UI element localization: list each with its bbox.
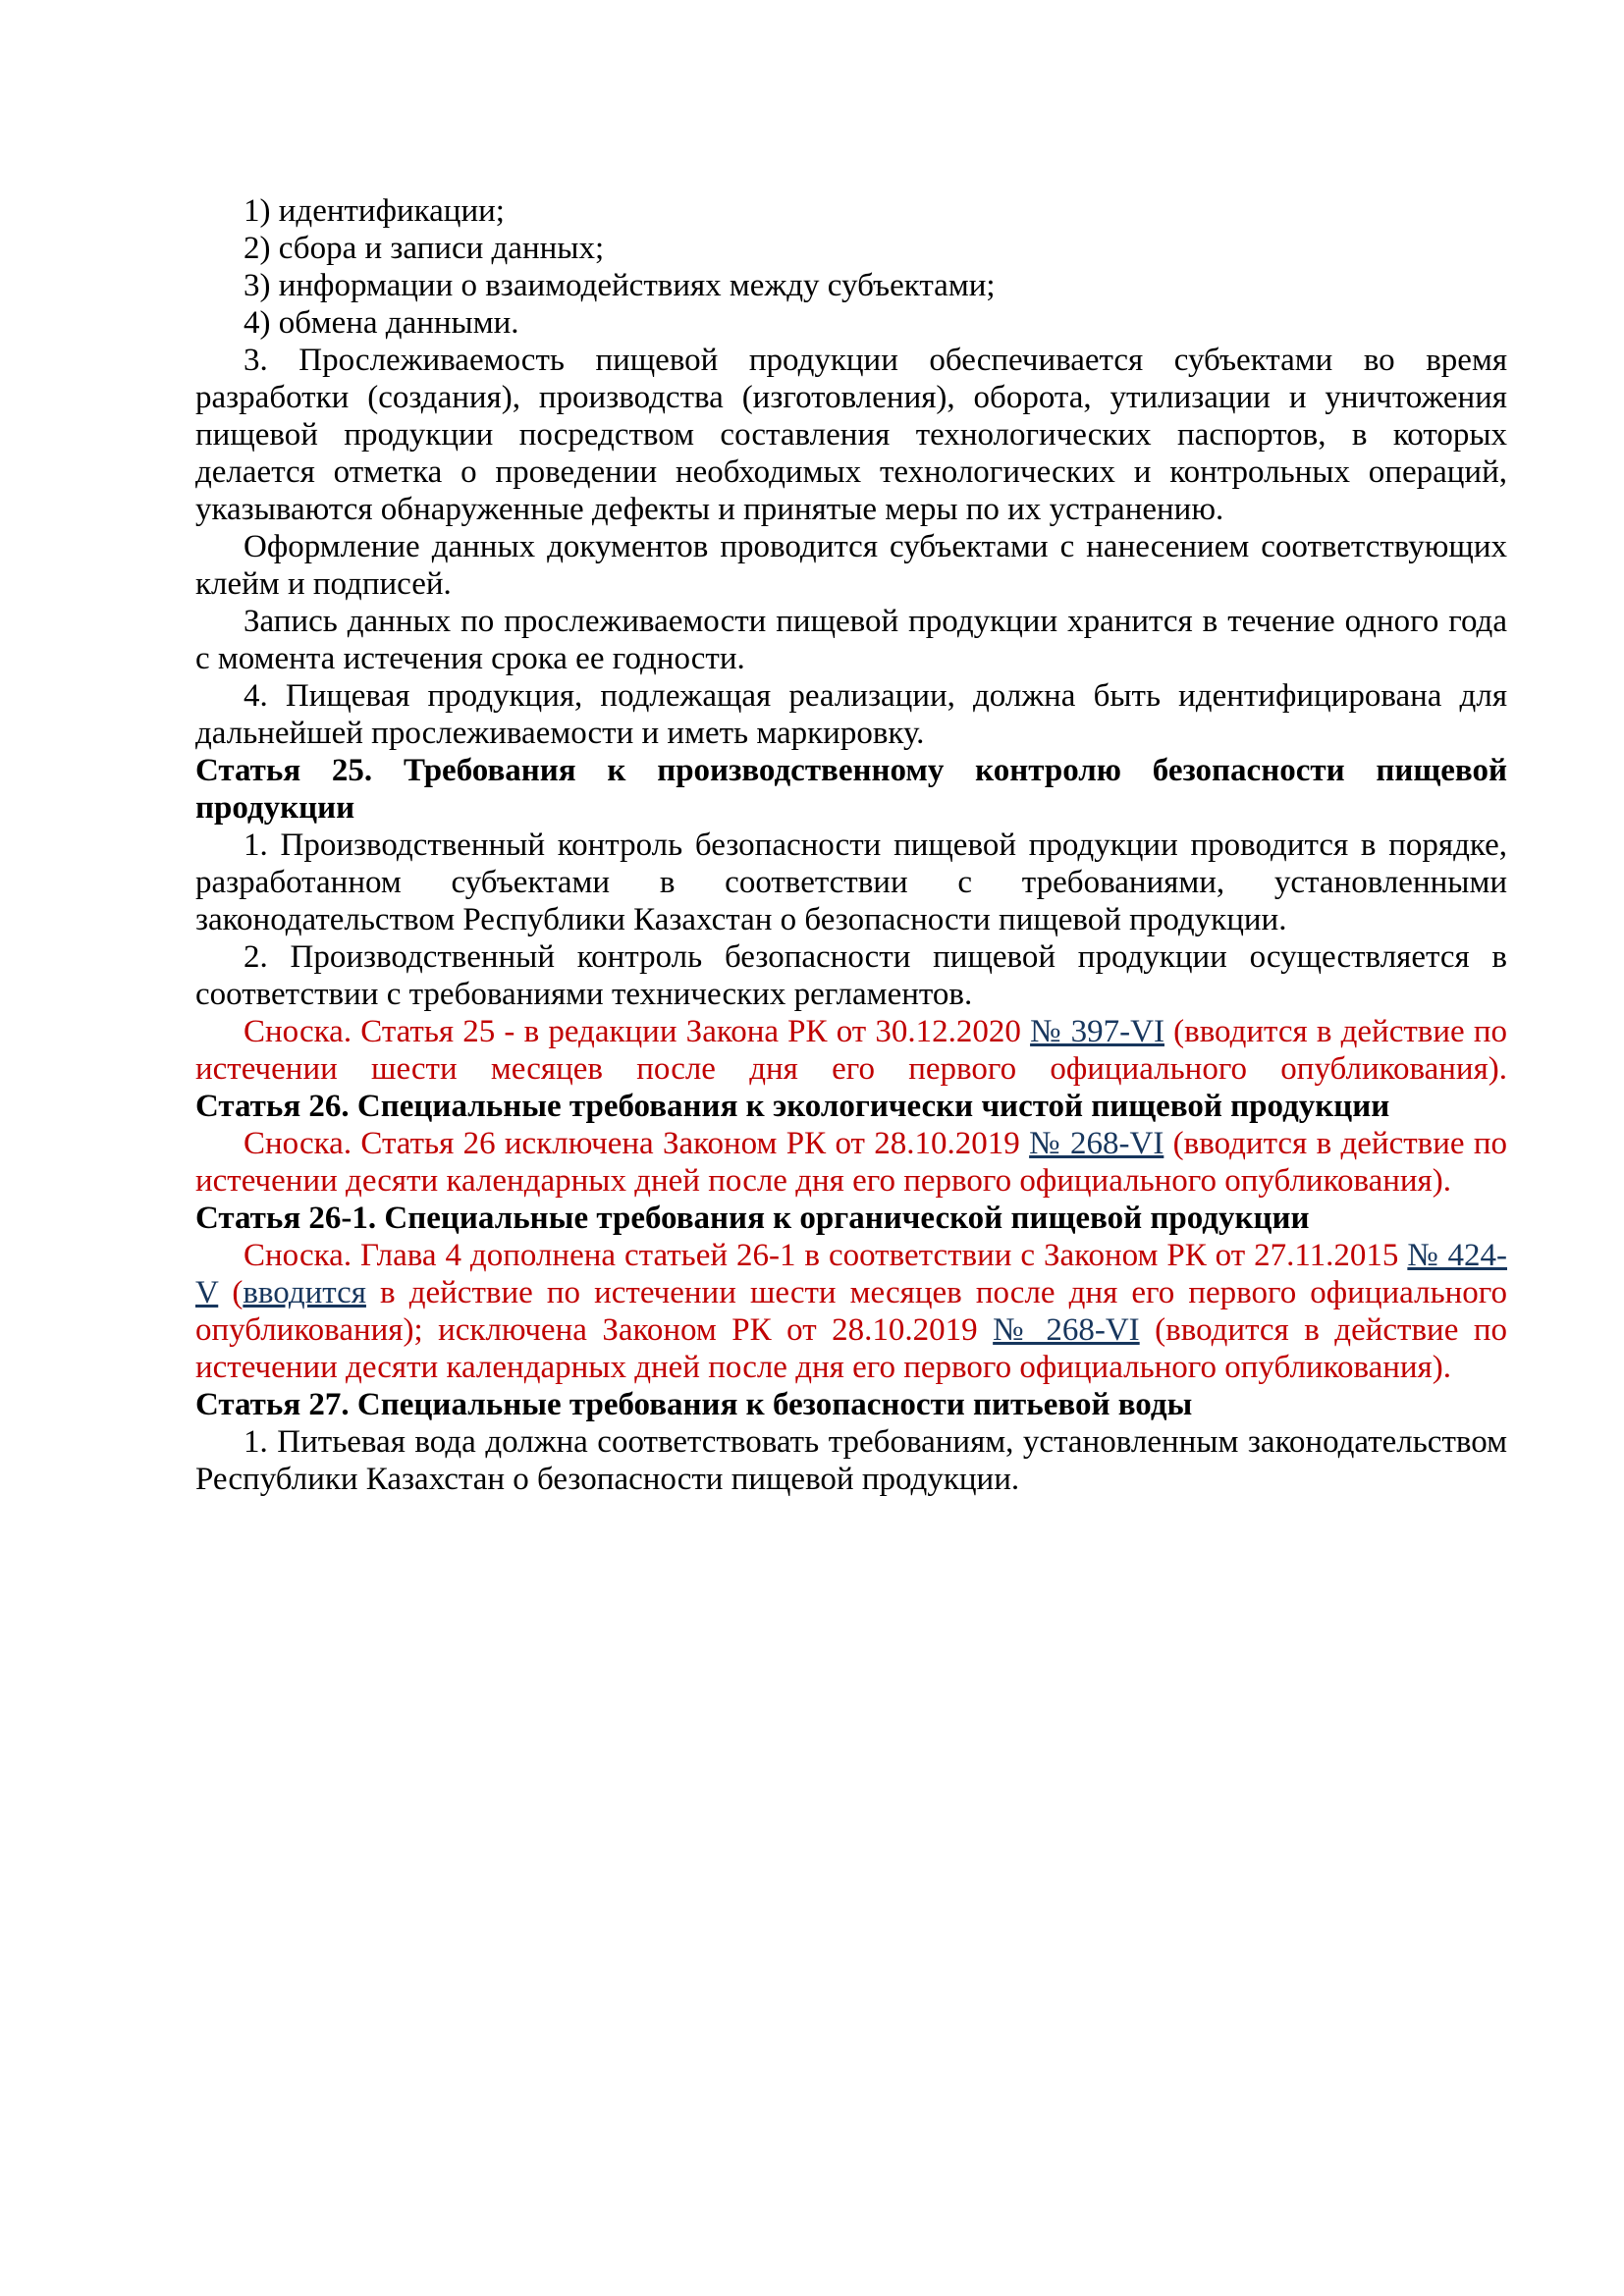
footnote-text: (вводится в действие по истечении десяти календарных дней после дня его первого официального опубликования). xyxy=(195,1126,1508,1199)
law-link[interactable]: № 268-VI xyxy=(1029,1126,1164,1161)
law-link[interactable]: вводится xyxy=(243,1275,366,1310)
list-item: 2) сбора и записи данных; xyxy=(244,231,605,266)
body-paragraph: 1. Производственный контроль безопасности пищевой продукции проводится в порядке, разработанном субъектами в соответствии с требованиями, установленными законодательством Республики Казахстан о безопасности пищевой продукции. xyxy=(195,828,1507,937)
footnote-paragraph xyxy=(195,1237,1507,1386)
body-paragraph: 2. Производственный контроль безопасности пищевой продукции осуществляется в соответствии с требованиями технических регламентов. xyxy=(195,939,1507,1012)
footnote-text: (вводится в действие по истечении десяти календарных дней после дня его первого официального опубликования). xyxy=(195,1312,1508,1385)
footnote-text: ( xyxy=(218,1275,244,1310)
document-content xyxy=(195,192,1507,1498)
footnote-text: Сноска. Статья 26 исключена Законом РК от 28.10.2019 xyxy=(244,1126,1030,1161)
article-heading: Статья 27. Специальные требования к безопасности питьевой воды xyxy=(195,1387,1193,1422)
footnote-text: (вводится в действие по истечении шести месяцев после дня его первого официального опубликования). xyxy=(195,1014,1508,1087)
law-link[interactable]: № 424-V xyxy=(195,1238,1507,1310)
article-heading: Статья 26-1. Специальные требования к органической пищевой продукции xyxy=(195,1201,1310,1236)
article-heading: Статья 25. Требования к производственному контролю безопасности пищевой продукции xyxy=(195,753,1507,826)
footnote-text: Сноска. Глава 4 дополнена статьей 26-1 в соответствии с Законом РК от 27.11.2015 xyxy=(244,1238,1408,1273)
body-paragraph: Оформление данных документов проводится субъектами с нанесением соответствующих клейм и подписей. xyxy=(195,529,1507,602)
list-item: 3) информации о взаимодействиях между субъектами; xyxy=(244,268,996,303)
law-link[interactable]: № 268-VI xyxy=(993,1312,1140,1348)
body-paragraph: 3. Прослеживаемость пищевой продукции обеспечивается субъектами во время разработки (создания), производства (изготовления), оборота, утилизации и уничтожения пищевой продукции посредством составления технологических паспортов, в которых делается отметка о проведении необходимых технологических и контрольных операций, указываются обнаруженные дефекты и принятые меры по их устранению. xyxy=(195,343,1507,527)
footnote-paragraph xyxy=(195,1125,1507,1200)
law-link[interactable]: № 397-VI xyxy=(1030,1014,1164,1049)
body-paragraph: 4. Пищевая продукция, подлежащая реализации, должна быть идентифицирована для дальнейшей прослеживаемости и иметь маркировку. xyxy=(195,678,1507,751)
body-paragraph: Запись данных по прослеживаемости пищевой продукции хранится в течение одного года с момента истечения срока ее годности. xyxy=(195,604,1507,676)
list-item: 1) идентификации; xyxy=(244,193,505,229)
list-item: 4) обмена данными. xyxy=(244,305,519,341)
footnote-paragraph xyxy=(195,1013,1507,1088)
article-heading: Статья 26. Специальные требования к экологически чистой пищевой продукции xyxy=(195,1089,1390,1124)
footnote-text: Сноска. Статья 25 - в редакции Закона РК от 30.12.2020 xyxy=(244,1014,1031,1049)
body-paragraph: 1. Питьевая вода должна соответствовать требованиям, установленным законодательством Республики Казахстан о безопасности пищевой продукции. xyxy=(195,1424,1507,1497)
footnote-text: в действие по истечении шести месяцев после дня его первого официального опубликования); исключена Законом РК от 28.10.2019 xyxy=(195,1275,1507,1348)
